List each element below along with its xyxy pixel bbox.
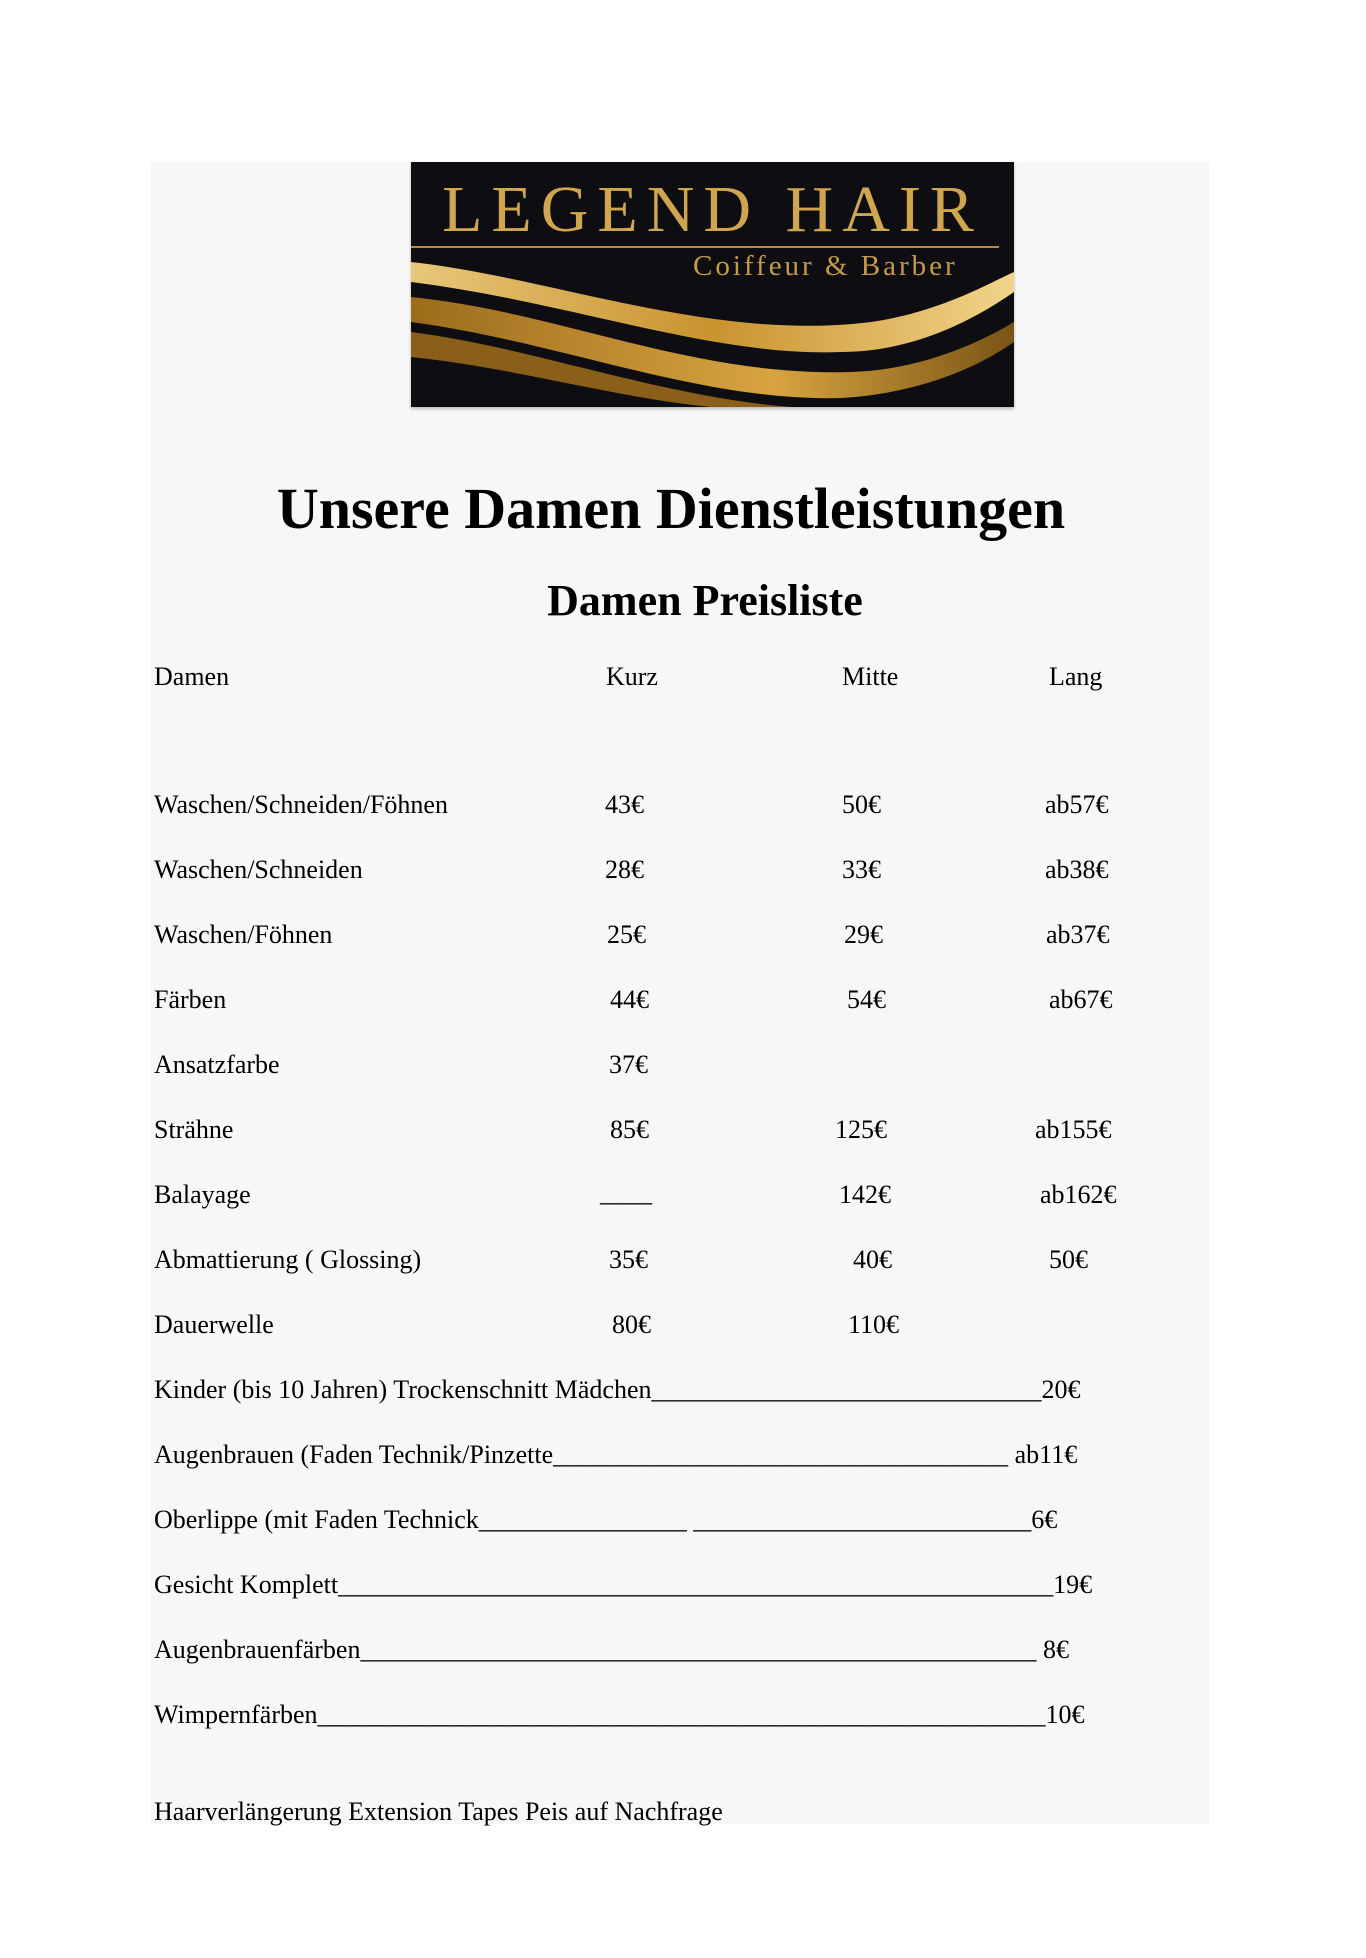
price-lang: 50€	[1049, 1245, 1088, 1274]
price-mitte: 29€	[844, 920, 883, 949]
price-kurz: 35€	[609, 1245, 648, 1274]
logo-brand-text: LEGEND HAIR	[442, 173, 983, 246]
extra-service-line: Wimpernfärben________________________________________________________10€	[154, 1700, 1085, 1729]
service-name: Balayage	[154, 1180, 251, 1209]
price-mitte: 40€	[853, 1245, 892, 1274]
logo-tagline: Coiffeur & Barber	[693, 250, 958, 282]
price-mitte: 142€	[839, 1180, 891, 1209]
extra-service-line: Augenbrauenfärben____________________________________________________ 8€	[154, 1635, 1069, 1664]
service-name: Waschen/Föhnen	[154, 920, 333, 949]
extra-service-line: Oberlippe (mit Faden Technick________________ __________________________6€	[154, 1505, 1058, 1534]
service-name: Waschen/Schneiden/Föhnen	[154, 790, 448, 819]
service-name: Waschen/Schneiden	[154, 855, 363, 884]
extra-service-line: Augenbrauen (Faden Technik/Pinzette___________________________________ ab11€	[154, 1440, 1078, 1469]
extra-service-line: Kinder (bis 10 Jahren) Trockenschnitt Mädchen______________________________20€	[154, 1375, 1081, 1404]
price-kurz: 85€	[610, 1115, 649, 1144]
service-name: Abmattierung ( Glossing)	[154, 1245, 422, 1274]
price-lang: ab37€	[1046, 920, 1110, 949]
service-name: Ansatzfarbe	[154, 1050, 280, 1079]
price-lang: ab38€	[1045, 855, 1109, 884]
page-subtitle: Damen Preisliste	[547, 576, 863, 625]
price-mitte: 50€	[842, 790, 881, 819]
price-mitte: 125€	[835, 1115, 887, 1144]
header-lang: Lang	[1049, 662, 1103, 691]
page-title: Unsere Damen Dienstleistungen	[276, 476, 1066, 541]
logo-divider	[411, 246, 999, 248]
header-kurz: Kurz	[606, 662, 658, 691]
service-name: Strähne	[154, 1115, 234, 1144]
extra-service-line: Gesicht Komplett_______________________________________________________19€	[154, 1570, 1093, 1599]
price-mitte: 54€	[847, 985, 886, 1014]
price-kurz: 43€	[605, 790, 644, 819]
price-kurz: 37€	[609, 1050, 648, 1079]
header-damen: Damen	[154, 662, 230, 691]
service-name: Färben	[154, 985, 227, 1014]
price-kurz: 80€	[612, 1310, 651, 1339]
legend-hair-logo	[411, 162, 1014, 407]
price-lang: ab162€	[1040, 1180, 1117, 1209]
header-mitte: Mitte	[842, 662, 899, 691]
service-name: Dauerwelle	[154, 1310, 274, 1339]
price-lang: ab67€	[1049, 985, 1113, 1014]
price-kurz: 25€	[607, 920, 646, 949]
price-mitte: 33€	[842, 855, 881, 884]
price-kurz: 28€	[605, 855, 644, 884]
footer-note: Haarverlängerung Extension Tapes Peis auf Nachfrage	[154, 1797, 723, 1826]
price-mitte: 110€	[848, 1310, 900, 1339]
price-kurz: ____	[600, 1178, 652, 1207]
price-kurz: 44€	[610, 985, 649, 1014]
price-lang: ab155€	[1035, 1115, 1112, 1144]
price-lang: ab57€	[1045, 790, 1109, 819]
